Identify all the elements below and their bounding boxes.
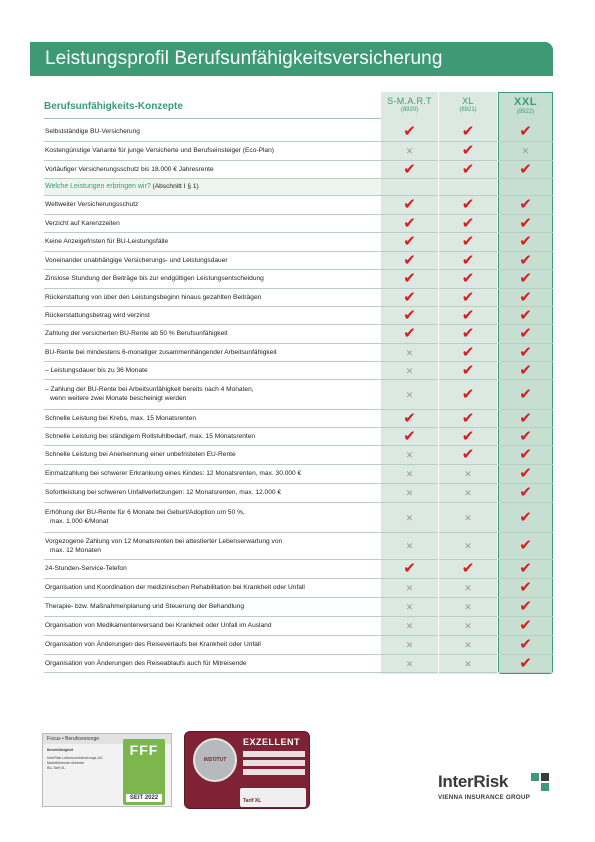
- cell-smart: [381, 409, 438, 427]
- badge-line: Marktführende Anbieter: [47, 761, 85, 765]
- row-label: [44, 214, 381, 232]
- row-label-text: – Zahlung der BU-Rente bei Arbeitsunfähigkeit bereits nach 4 Monaten,: [45, 386, 254, 393]
- table-row: [44, 361, 553, 379]
- check-mark-icon: ✔: [519, 617, 532, 634]
- cell-xl: [439, 361, 497, 379]
- column-code: (8920): [400, 107, 419, 113]
- row-label: [44, 559, 381, 578]
- cell-smart: [381, 654, 438, 672]
- table-row: [44, 141, 553, 160]
- rating-text: FFF: [129, 742, 159, 758]
- row-label: [44, 427, 381, 445]
- row-label: [44, 635, 381, 654]
- row-label-text: Schnelle Leistung bei Anerkennung einer unbefristeten EU-Rente: [45, 451, 236, 458]
- check-mark-icon: ✔: [519, 385, 532, 403]
- cross-mark-icon: ✕: [464, 469, 472, 479]
- table-row: [44, 288, 553, 306]
- row-label: [44, 232, 381, 251]
- check-mark-icon: ✔: [461, 427, 475, 445]
- table-row: [44, 343, 553, 361]
- cell-xl: [439, 483, 497, 502]
- table-row: [44, 464, 553, 483]
- row-label-text: Vorläufiger Versicherungsschutz bis 18.000 € Jahresrente: [45, 165, 214, 173]
- check-mark-icon: ✔: [461, 343, 475, 361]
- check-mark-icon: ✔: [519, 343, 532, 361]
- row-label: [44, 409, 381, 427]
- check-mark-icon: ✔: [461, 409, 475, 427]
- check-mark-icon: ✔: [461, 233, 475, 250]
- row-label: [44, 122, 381, 141]
- table-row: [44, 122, 553, 141]
- cross-mark-icon: ✕: [405, 602, 414, 612]
- cell-smart: [381, 464, 438, 483]
- divider: [44, 118, 381, 119]
- cell-xl: [439, 178, 497, 195]
- row-label: [44, 654, 381, 672]
- check-mark-icon: ✔: [519, 160, 532, 178]
- check-mark-icon: ✔: [519, 361, 532, 379]
- table-row: [44, 532, 553, 559]
- logo-part: Risk: [473, 772, 509, 791]
- focus-award-badge: [42, 733, 172, 807]
- cell-smart: [381, 288, 438, 306]
- cell-xl: [439, 578, 497, 597]
- cell-smart: [381, 597, 438, 616]
- cell-xl: [439, 160, 497, 178]
- row-label-text: Schnelle Leistung bei Krebs, max. 15 Monatsrenten: [45, 414, 197, 422]
- column-header-smart: [381, 96, 438, 113]
- row-label-text: Sofortleistung bei schweren Unfallverletzungen: 12 Monatsrenten, max. 12.000 €: [45, 489, 282, 496]
- row-label: [44, 464, 381, 483]
- logo-tagline: VIENNA INSURANCE GROUP: [438, 794, 530, 801]
- check-mark-icon: ✔: [519, 537, 532, 554]
- cell-xxl: [498, 654, 553, 672]
- row-label: [44, 160, 381, 178]
- cell-xxl: [498, 635, 553, 654]
- check-mark-icon: ✔: [519, 579, 532, 596]
- cross-mark-icon: ✕: [464, 640, 472, 650]
- check-mark-icon: ✔: [403, 270, 416, 287]
- row-label: [44, 502, 381, 532]
- cell-smart: [381, 178, 438, 195]
- cell-xl: [439, 635, 497, 654]
- cell-xxl: [498, 483, 553, 502]
- cell-xxl: [498, 532, 553, 559]
- cell-xxl: [498, 306, 553, 324]
- row-label-text: Keine Anzeigefristen für BU-Leistungsfälle: [45, 238, 169, 245]
- table-row: [44, 269, 553, 288]
- cell-smart: [381, 578, 438, 597]
- logo-part: Inter: [438, 772, 474, 791]
- cross-mark-icon: ✕: [405, 450, 414, 460]
- check-mark-icon: ✔: [519, 251, 532, 269]
- cell-smart: [381, 232, 438, 251]
- cell-xxl: [498, 379, 553, 409]
- check-mark-icon: ✔: [403, 288, 416, 306]
- check-mark-icon: ✔: [519, 214, 532, 232]
- table-row: [44, 559, 553, 578]
- cell-smart: [381, 160, 438, 178]
- cell-xxl: [498, 160, 553, 178]
- cell-xxl: [498, 122, 553, 141]
- check-mark-icon: ✔: [461, 251, 475, 269]
- row-label-text: Einmalzahlung bei schwerer Erkrankung eines Kindes: 12 Monatsrenten, max. 30.000 €: [45, 470, 302, 477]
- row-label-text: Weltweiter Versicherungsschutz: [45, 201, 139, 208]
- table-row: [44, 616, 553, 635]
- cell-xl: [439, 288, 497, 306]
- cell-xl: [439, 324, 497, 343]
- row-label-text: Rückerstattung von über den Leistungsbeginn hinaus gezahlten Beiträgen: [45, 293, 262, 301]
- row-label-text: Organisation von Medikamentenversand bei Krankheit oder Unfall im Ausland: [45, 622, 272, 629]
- cross-mark-icon: ✕: [464, 583, 472, 593]
- row-label-sub: (Abschnitt I § 1): [150, 183, 199, 190]
- cell-xxl: [498, 269, 553, 288]
- row-label-text: – Leistungsdauer bis zu 36 Monate: [45, 366, 148, 374]
- badge-line: Berufsfähigkeit: [47, 748, 74, 752]
- row-label: [44, 269, 381, 288]
- award-tarif: Tarif XL: [243, 798, 262, 804]
- cross-mark-icon: ✕: [464, 621, 472, 631]
- table-heading: Berufsunfähigkeits-Konzepte: [44, 101, 183, 112]
- check-mark-icon: ✔: [461, 325, 475, 342]
- cell-xxl: [498, 141, 553, 160]
- cell-xl: [439, 597, 497, 616]
- cell-xl: [439, 269, 497, 288]
- check-mark-icon: ✔: [461, 270, 475, 287]
- cell-smart: [381, 379, 438, 409]
- check-mark-icon: ✔: [403, 306, 416, 324]
- institut-award-badge: [184, 731, 310, 809]
- row-label-text: Organisation und Koordination der medizinischen Rehabilitation bei Krankheit oder Unfall: [45, 584, 305, 591]
- row-label-continued: max. 1.000 €/Monat: [50, 518, 109, 525]
- table-row: [44, 654, 553, 672]
- row-label: [44, 251, 381, 269]
- table-row: [44, 409, 553, 427]
- cell-xxl: [498, 597, 553, 616]
- check-mark-icon: ✔: [461, 446, 475, 463]
- institut-seal-icon: [193, 738, 237, 782]
- check-mark-icon: ✔: [403, 409, 416, 427]
- cross-mark-icon: ✕: [464, 658, 472, 669]
- cell-xl: [439, 654, 497, 672]
- cell-xl: [439, 251, 497, 269]
- cell-smart: [381, 445, 438, 464]
- cell-xl: [439, 214, 497, 232]
- check-mark-icon: ✔: [519, 636, 532, 653]
- cell-xxl: [498, 559, 553, 578]
- cross-mark-icon: ✕: [405, 488, 414, 498]
- check-mark-icon: ✔: [519, 196, 532, 213]
- cell-xl: [439, 122, 497, 141]
- cell-smart: [381, 532, 438, 559]
- row-label-text: Rückerstattungsbetrag wird verzinst: [45, 311, 150, 319]
- cross-mark-icon: ✕: [405, 146, 414, 156]
- row-label-text: Kostengünstige Variante für junge Versicherte und Berufseinsteiger (Eco-Plan): [45, 147, 274, 154]
- cell-xl: [439, 195, 497, 214]
- column-name: S-M.A.R.T: [387, 96, 432, 106]
- cell-smart: [381, 559, 438, 578]
- table-row: [44, 232, 553, 251]
- row-label-text: Therapie- bzw. Maßnahmenplanung und Steuerung der Behandlung: [45, 603, 245, 610]
- cross-mark-icon: ✕: [464, 602, 472, 612]
- cell-xxl: [498, 445, 553, 464]
- cell-smart: [381, 141, 438, 160]
- table-row: [44, 578, 553, 597]
- cross-mark-icon: ✕: [464, 488, 472, 498]
- check-mark-icon: ✔: [461, 122, 475, 140]
- check-mark-icon: ✔: [519, 122, 532, 140]
- cell-xxl: [498, 464, 553, 483]
- cross-mark-icon: ✕: [464, 541, 472, 551]
- table-row: [44, 483, 553, 502]
- row-label: [44, 324, 381, 343]
- row-label-text: Schnelle Leistung bei ständigem Rollstuhlbedarf, max. 15 Monatsrenten: [45, 432, 256, 440]
- cell-xl: [439, 445, 497, 464]
- cross-mark-icon: ✕: [405, 347, 414, 358]
- badge-top-label: Focus • Berufsvorsorge: [43, 734, 171, 744]
- cell-smart: [381, 269, 438, 288]
- check-mark-icon: ✔: [403, 251, 416, 269]
- cell-xxl: [498, 178, 553, 195]
- cell-xl: [439, 427, 497, 445]
- check-mark-icon: ✔: [519, 446, 532, 463]
- check-mark-icon: ✔: [403, 214, 416, 232]
- check-mark-icon: ✔: [461, 385, 475, 403]
- row-label: [44, 445, 381, 464]
- cross-mark-icon: ✕: [405, 658, 414, 669]
- check-mark-icon: ✔: [519, 233, 532, 250]
- table-row: [44, 195, 553, 214]
- check-mark-icon: ✔: [519, 427, 532, 445]
- check-mark-icon: ✔: [403, 196, 416, 213]
- check-mark-icon: ✔: [461, 214, 475, 232]
- cell-xxl: [498, 502, 553, 532]
- cell-smart: [381, 635, 438, 654]
- badge-line: BU-Tarif XL: [47, 766, 66, 770]
- row-label-text: Organisation von Änderungen des Reiseverlaufs bei Krankheit oder Unfall: [45, 641, 261, 648]
- cross-mark-icon: ✕: [405, 583, 414, 593]
- check-mark-icon: ✔: [461, 142, 475, 159]
- check-mark-icon: ✔: [519, 598, 532, 615]
- table-row: [44, 597, 553, 616]
- table-row: [44, 214, 553, 232]
- check-mark-icon: ✔: [461, 361, 475, 379]
- check-mark-icon: ✔: [519, 325, 532, 342]
- row-label: [44, 306, 381, 324]
- cell-smart: [381, 251, 438, 269]
- row-label: [44, 361, 381, 379]
- row-label-continued: wenn weitere zwei Monate bescheinigt werden: [50, 395, 187, 402]
- cell-xl: [439, 502, 497, 532]
- cell-xxl: [498, 214, 553, 232]
- check-mark-icon: ✔: [519, 465, 532, 482]
- table-section-row: [44, 178, 553, 195]
- cross-mark-icon: ✕: [464, 512, 472, 523]
- cross-mark-icon: ✕: [521, 146, 530, 156]
- cell-xxl: [498, 616, 553, 635]
- cell-xxl: [498, 361, 553, 379]
- check-mark-icon: ✔: [461, 306, 475, 324]
- cell-xxl: [498, 251, 553, 269]
- logo-mark-icon: [531, 773, 549, 791]
- table-row: [44, 635, 553, 654]
- check-mark-icon: ✔: [519, 306, 532, 324]
- since-label: SEIT 2022: [126, 794, 162, 802]
- row-label-text: Zahlung der versicherten BU-Rente ab 50 % Berufsunfähigkeit: [45, 330, 228, 337]
- cell-smart: [381, 502, 438, 532]
- row-label: [44, 532, 381, 559]
- table-row: [44, 427, 553, 445]
- row-label-text: Vorgezogene Zahlung von 12 Monatsrenten bei attestierter Lebenserwartung von: [45, 537, 283, 545]
- table-row: [44, 324, 553, 343]
- cell-xl: [439, 306, 497, 324]
- cell-smart: [381, 306, 438, 324]
- column-code: (8922): [516, 109, 535, 115]
- cell-xl: [439, 343, 497, 361]
- cross-mark-icon: ✕: [405, 621, 414, 631]
- table-row: [44, 306, 553, 324]
- cell-xxl: [498, 409, 553, 427]
- check-mark-icon: ✔: [403, 560, 416, 577]
- check-mark-icon: ✔: [519, 409, 532, 427]
- column-header-xl: [439, 96, 497, 113]
- cell-smart: [381, 483, 438, 502]
- page-title: Leistungsprofil Berufsunfähigkeitsversicherung: [30, 42, 553, 76]
- cell-xxl: [498, 288, 553, 306]
- column-name: XXL: [514, 96, 537, 108]
- check-mark-icon: ✔: [403, 122, 416, 140]
- cell-xl: [439, 232, 497, 251]
- cell-xl: [439, 409, 497, 427]
- column-code: (8921): [459, 107, 477, 113]
- cell-xxl: [498, 578, 553, 597]
- cell-xl: [439, 379, 497, 409]
- cell-xxl: [498, 427, 553, 445]
- cross-mark-icon: ✕: [405, 469, 414, 479]
- cross-mark-icon: ✕: [405, 541, 414, 551]
- badge-line: InterRisk Lebensversicherungs-AG: [47, 756, 103, 760]
- table-row: [44, 502, 553, 532]
- check-mark-icon: ✔: [519, 560, 532, 577]
- cell-smart: [381, 427, 438, 445]
- row-label-continued: max. 12 Monaten: [50, 546, 101, 554]
- cross-mark-icon: ✕: [405, 640, 414, 650]
- award-bar: [243, 751, 305, 757]
- check-mark-icon: ✔: [519, 270, 532, 287]
- fff-rating-seal: [123, 739, 165, 805]
- cell-xl: [439, 141, 497, 160]
- row-label: [44, 195, 381, 214]
- row-label: [44, 483, 381, 502]
- cell-xxl: [498, 324, 553, 343]
- cross-mark-icon: ✕: [405, 365, 414, 376]
- cell-smart: [381, 324, 438, 343]
- check-mark-icon: ✔: [461, 288, 475, 306]
- column-name: XL: [462, 96, 474, 106]
- cell-xxl: [498, 232, 553, 251]
- row-label-text: Voneinander unabhängige Versicherungs- und Leistungsdauer: [45, 256, 228, 264]
- row-label: [44, 178, 381, 195]
- check-mark-icon: ✔: [461, 160, 475, 178]
- row-label-text: Verzicht auf Karenzzeiten: [45, 219, 120, 227]
- cell-smart: [381, 195, 438, 214]
- row-label: [44, 597, 381, 616]
- check-mark-icon: ✔: [403, 160, 416, 178]
- row-label-text: Zinslose Stundung der Beiträge bis zur endgültigen Leistungsentscheidung: [45, 275, 264, 282]
- seal-label: INSTITUT: [203, 757, 227, 763]
- cell-xl: [439, 464, 497, 483]
- cross-mark-icon: ✕: [405, 389, 414, 400]
- cell-smart: [381, 616, 438, 635]
- cell-smart: [381, 361, 438, 379]
- check-mark-icon: ✔: [403, 325, 416, 342]
- cross-mark-icon: ✕: [405, 512, 414, 523]
- feature-table: [44, 122, 553, 673]
- table-row: [44, 379, 553, 409]
- row-label-text: BU-Rente bei mindestens 6-monatiger zusammenhängender Arbeitsunfähigkeit: [45, 348, 277, 356]
- check-mark-icon: ✔: [461, 560, 475, 577]
- interrisk-logo: [438, 772, 508, 792]
- row-label-text: Welche Leistungen erbringen wir?: [45, 183, 151, 190]
- cell-smart: [381, 214, 438, 232]
- row-label-text: Selbstständige BU-Versicherung: [45, 127, 140, 135]
- check-mark-icon: ✔: [519, 654, 532, 672]
- award-bar: [243, 769, 305, 775]
- row-label-text: Erhöhung der BU-Rente für 6 Monate bei Geburt/Adoption um 50 %,: [45, 509, 245, 516]
- cell-xxl: [498, 195, 553, 214]
- cell-smart: [381, 343, 438, 361]
- check-mark-icon: ✔: [519, 508, 532, 526]
- award-heading: EXZELLENT: [243, 737, 301, 747]
- column-header-xxl: [498, 96, 553, 115]
- check-mark-icon: ✔: [403, 427, 416, 445]
- feature-table-body: [44, 122, 553, 672]
- row-label: [44, 616, 381, 635]
- check-mark-icon: ✔: [519, 288, 532, 306]
- cell-xl: [439, 532, 497, 559]
- row-label: [44, 141, 381, 160]
- row-label: [44, 343, 381, 361]
- table-row: [44, 160, 553, 178]
- check-mark-icon: ✔: [403, 233, 416, 250]
- cell-xl: [439, 559, 497, 578]
- cell-xl: [439, 616, 497, 635]
- table-row: [44, 251, 553, 269]
- row-label: [44, 288, 381, 306]
- table-row: [44, 445, 553, 464]
- check-mark-icon: ✔: [519, 484, 532, 501]
- cell-smart: [381, 122, 438, 141]
- cell-xxl: [498, 343, 553, 361]
- check-mark-icon: ✔: [461, 196, 475, 213]
- row-label: [44, 578, 381, 597]
- row-label-text: Organisation von Änderungen des Reiseablaufs auch für Mitreisende: [45, 659, 247, 667]
- award-bar: [243, 760, 305, 766]
- row-label-text: 24-Stunden-Service-Telefon: [45, 565, 127, 572]
- row-label: [44, 379, 381, 409]
